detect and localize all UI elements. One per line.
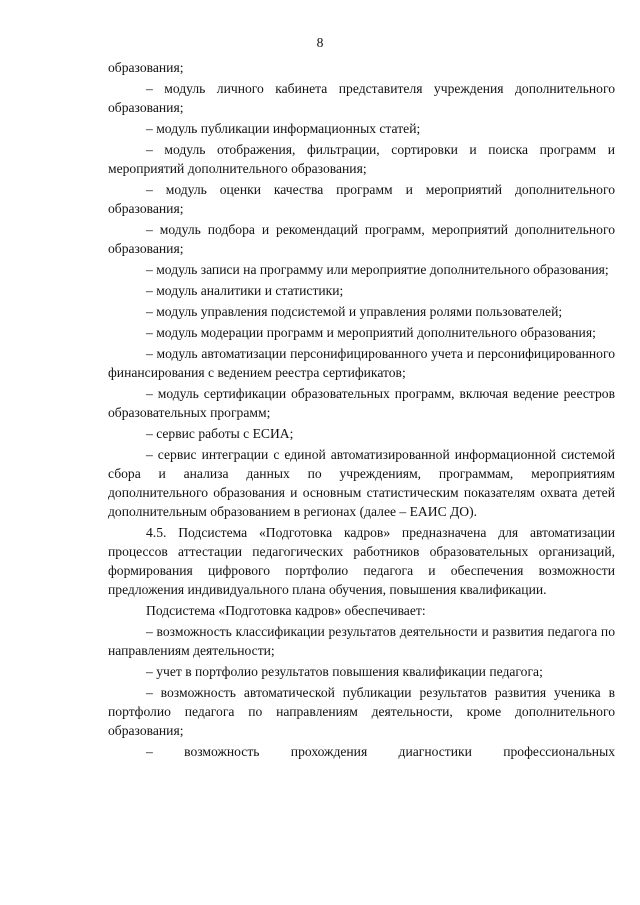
document-body <box>108 58 615 763</box>
paragraph: – учет в портфолио результатов повышения квалификации педагога; <box>146 664 543 679</box>
paragraph: – модуль автоматизации персонифицированного учета и персонифицированного финансирования с ведением реестра сертификатов; <box>108 346 615 380</box>
paragraph: – возможность автоматической публикации результатов развития ученика в портфолио педагога по направлениям деятельности, кроме дополнительного образования; <box>108 685 615 738</box>
paragraph: – модуль управления подсистемой и управления ролями пользователей; <box>146 304 563 319</box>
paragraph: – возможность прохождения диагностики профессиональных <box>146 744 615 759</box>
paragraph: – сервис интеграции с единой автоматизированной информационной системой сбора и анализа данных по учреждениям, программам, мероприятиям дополнительного образования и основным статистическим показателям охвата детей дополнительным образованием в регионах (далее – ЕАИС ДО). <box>108 447 615 519</box>
page-number: 8 <box>316 35 324 50</box>
paragraph: – модуль личного кабинета представителя учреждения дополнительного образования; <box>108 81 615 115</box>
paragraph: – модуль аналитики и статистики; <box>146 283 344 298</box>
paragraph: – модуль отображения, фильтрации, сортировки и поиска программ и мероприятий дополнительного образования; <box>108 142 615 176</box>
paragraph: 4.5. Подсистема «Подготовка кадров» предназначена для автоматизации процессов аттестации педагогических работников образовательных организаций, формирования цифрового портфолио педагога и обеспечения возможности предложения индивидуального плана обучения, повышения квалификации. <box>108 525 615 597</box>
paragraph: – модуль публикации информационных статей; <box>146 121 421 136</box>
paragraph: – возможность классификации результатов деятельности и развития педагога по направлениям деятельности; <box>108 624 615 658</box>
paragraph: – модуль модерации программ и мероприятий дополнительного образования; <box>146 325 596 340</box>
paragraph: образования; <box>108 60 184 75</box>
paragraph: – модуль подбора и рекомендаций программ, мероприятий дополнительного образования; <box>108 222 615 256</box>
paragraph: – модуль сертификации образовательных программ, включая ведение реестров образовательных программ; <box>108 386 615 420</box>
paragraph: – сервис работы с ЕСИА; <box>146 426 294 441</box>
paragraph: – модуль оценки качества программ и мероприятий дополнительного образования; <box>108 182 615 216</box>
paragraph: – модуль записи на программу или мероприятие дополнительного образования; <box>146 262 609 277</box>
paragraph: Подсистема «Подготовка кадров» обеспечивает: <box>146 603 426 618</box>
